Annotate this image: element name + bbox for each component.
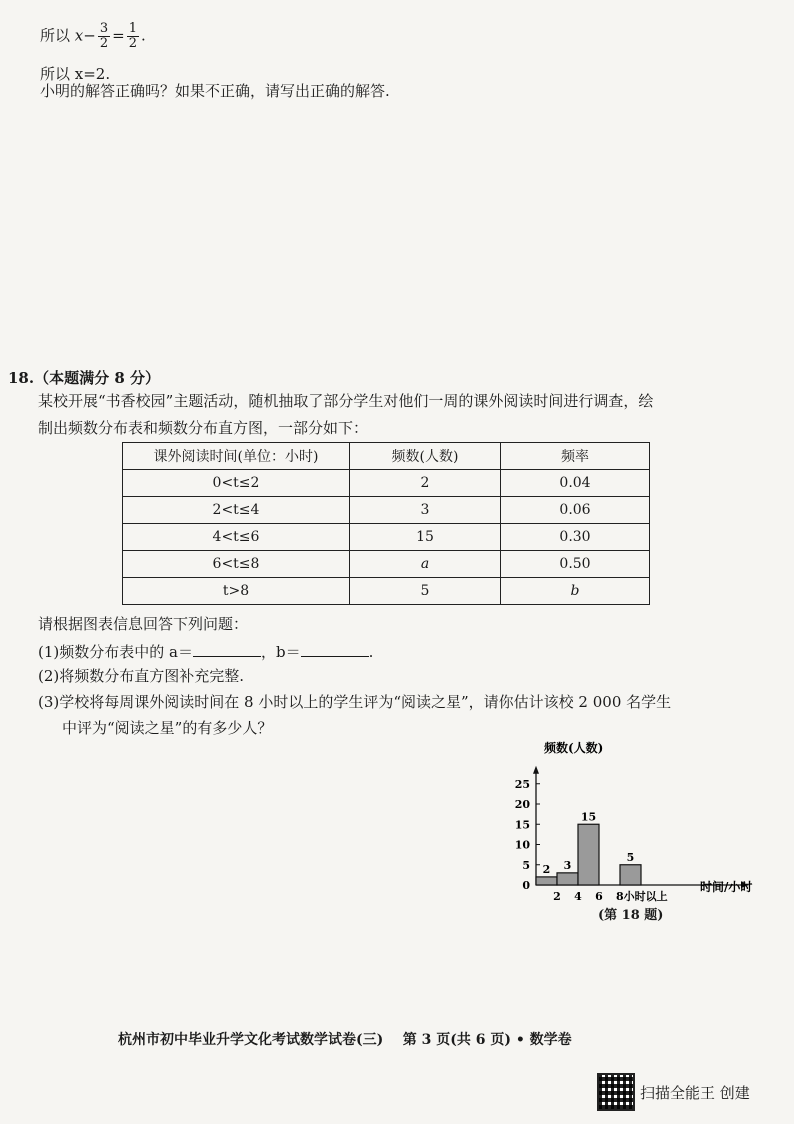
y-tick-label: 0 xyxy=(522,879,530,892)
cell-count: 15 xyxy=(350,524,501,551)
cell-rate: 0.06 xyxy=(501,497,650,524)
var-x: x xyxy=(74,26,84,45)
bar-value-label: 2 xyxy=(542,862,551,876)
num: 3 xyxy=(99,21,109,36)
x-tick-label: 2 xyxy=(553,890,561,903)
cell-time: 4<t≤6 xyxy=(123,524,350,551)
histogram-bars xyxy=(536,824,641,885)
sub1-text-a: (1)频数分布表中的 a＝ xyxy=(38,643,193,661)
table-row xyxy=(123,497,650,524)
cell-time: 6<t≤8 xyxy=(123,551,350,578)
table-row xyxy=(123,578,650,605)
solution-line-2: 所以 x=2. xyxy=(40,65,111,83)
sub1-text-b: ，b＝ xyxy=(260,643,301,661)
sub-question-3-line-1: (3)学校将每周课外阅读时间在 8 小时以上的学生评为“阅读之星”，请你估计该校 2 000 名学生 xyxy=(38,693,672,711)
sub-question-2: (2)将频数分布直方图补充完整. xyxy=(38,667,245,685)
qr-code-icon xyxy=(597,1073,635,1111)
y-axis-arrow xyxy=(533,766,539,774)
cell-time: t>8 xyxy=(123,578,350,605)
answer-blank-b[interactable] xyxy=(301,640,369,657)
intro-line-2: 制出频数分布表和频数分布直方图，一部分如下： xyxy=(38,419,369,437)
bar-value-label: 5 xyxy=(626,850,635,864)
x-axis-title: 时间/小时 xyxy=(700,880,753,894)
table-row xyxy=(123,551,650,578)
cell-count: 2 xyxy=(350,470,501,497)
bar-value-label: 3 xyxy=(563,858,572,872)
minus: − xyxy=(83,26,96,45)
intro-line-1: 某校开展“书香校园”主题活动，随机抽取了部分学生对他们一周的课外阅读时间进行调查，绘 xyxy=(38,392,654,410)
table-row xyxy=(123,470,650,497)
solution-question: 小明的解答正确吗？如果不正确，请写出正确的解答. xyxy=(40,82,390,100)
col-header-rate: 频率 xyxy=(501,443,650,470)
question-header xyxy=(8,368,160,388)
x-tick-label: 6 xyxy=(595,890,603,903)
y-tick-label: 25 xyxy=(514,777,530,791)
cell-count: a xyxy=(350,551,501,578)
table-row xyxy=(123,524,650,551)
x-tick-label: 4 xyxy=(574,890,582,903)
frequency-table xyxy=(122,442,650,605)
text: 所以 xyxy=(40,26,71,45)
y-tick-label: 5 xyxy=(522,858,530,872)
question-number: 18. xyxy=(8,369,35,387)
y-axis-title: 频数(人数) xyxy=(544,741,604,755)
fraction-3-2 xyxy=(98,22,110,51)
table-header-row xyxy=(123,443,650,470)
cell-rate: 0.50 xyxy=(501,551,650,578)
cell-time: 2<t≤4 xyxy=(123,497,350,524)
sub-question-3-line-2: 中评为“阅读之星”的有多少人？ xyxy=(62,719,273,737)
x-tick-label: 8小时以上 xyxy=(616,890,668,903)
frequency-histogram xyxy=(500,735,770,935)
histogram-bar xyxy=(620,865,641,885)
scanner-watermark: 扫描全能王 创建 xyxy=(640,1084,750,1102)
histogram-bar xyxy=(536,877,557,885)
cell-rate: 0.30 xyxy=(501,524,650,551)
prompt-text: 请根据图表信息回答下列问题： xyxy=(38,615,249,633)
y-tick-label: 15 xyxy=(514,818,530,832)
question-points: （本题满分 8 分） xyxy=(34,369,160,387)
col-header-count: 频数(人数) xyxy=(350,443,501,470)
den: 2 xyxy=(99,36,109,51)
answer-blank-a[interactable] xyxy=(193,640,261,657)
cell-count: 5 xyxy=(350,578,501,605)
cell-rate: b xyxy=(501,578,650,605)
cell-count: 3 xyxy=(350,497,501,524)
col-header-time: 课外阅读时间(单位：小时) xyxy=(123,443,350,470)
histogram-bar xyxy=(557,873,578,885)
cell-rate: 0.04 xyxy=(501,470,650,497)
num: 1 xyxy=(128,21,137,36)
page-footer: 杭州市初中毕业升学文化考试数学试卷(三) 第 3 页(共 6 页) • 数学卷 xyxy=(118,1032,572,1048)
figure-caption: (第 18 题) xyxy=(598,908,664,923)
bar-value-label: 15 xyxy=(580,810,597,824)
period: . xyxy=(140,26,146,45)
equals: = xyxy=(112,26,125,45)
y-tick-label: 20 xyxy=(514,798,530,811)
histogram-bar xyxy=(578,824,599,885)
sub-question-1 xyxy=(38,640,373,662)
fraction-1-2 xyxy=(127,22,139,51)
solution-line-1 xyxy=(40,22,146,51)
den: 2 xyxy=(128,36,137,51)
cell-time: 0<t≤2 xyxy=(123,470,350,497)
y-tick-label: 10 xyxy=(514,838,530,852)
sub1-end: . xyxy=(368,643,374,661)
